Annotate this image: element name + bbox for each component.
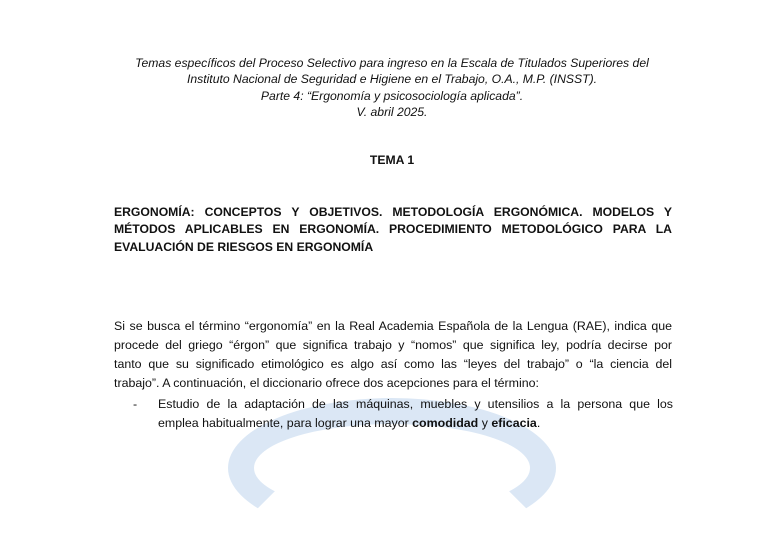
section-title [114, 204, 672, 256]
bullet-bold-comodidad: comodidad [412, 415, 479, 430]
bullet-line-2-end: . [536, 415, 541, 430]
header-line-2: Instituto Nacional de Seguridad e Higiene en el Trabajo, O.A., M.P. (INSST). [186, 72, 598, 87]
bullet-line-2-mid: y [478, 415, 492, 430]
paragraph-line-1: Si se busca el término “ergonomía” en la Real Academia Española de la Lengua (RAE), indica que [114, 319, 672, 333]
paragraph-line-4: trabajo”. A continuación, el diccionario ofrece dos acepciones para el término: [114, 375, 539, 390]
bullet-line-2 [158, 414, 673, 433]
tema-title: TEMA 1 [369, 153, 415, 167]
document-header [100, 55, 684, 120]
bullet-dash: - [133, 397, 138, 411]
section-title-line-2: MÉTODOS APLICABLES EN ERGONOMÍA. PROCEDIMIENTO METODOLÓGICO PARA LA [114, 222, 672, 237]
bullet-text [158, 395, 673, 433]
paragraph-line-3: tanto que su significado etimológico es algo así como las “leyes del trabajo” o “la ciencia del [114, 356, 672, 371]
header-line-3: Parte 4: “Ergonomía y psicosociología aplicada”. [260, 88, 524, 103]
bullet-bold-eficacia: eficacia [491, 415, 537, 430]
intro-paragraph [114, 317, 672, 393]
bullet-line-2-text: emplea habitualmente, para lograr una mayor [158, 415, 413, 430]
section-title-line-3: EVALUACIÓN DE RIESGOS EN ERGONOMÍA [114, 239, 374, 254]
bullet-line-1: Estudio de la adaptación de las máquinas, muebles y utensilios a la persona que los [158, 397, 673, 411]
header-line-1: Temas específicos del Proceso Selectivo para ingreso en la Escala de Titulados Superiores del [135, 56, 649, 70]
paragraph-line-2: procede del griego “érgon” que significa trabajo y “nomos” que significa ley, podría decirse por [114, 337, 672, 352]
header-line-4: V. abril 2025. [356, 104, 428, 119]
section-title-line-1: ERGONOMÍA: CONCEPTOS Y OBJETIVOS. METODOLOGÍA ERGONÓMICA. MODELOS Y [114, 205, 672, 219]
